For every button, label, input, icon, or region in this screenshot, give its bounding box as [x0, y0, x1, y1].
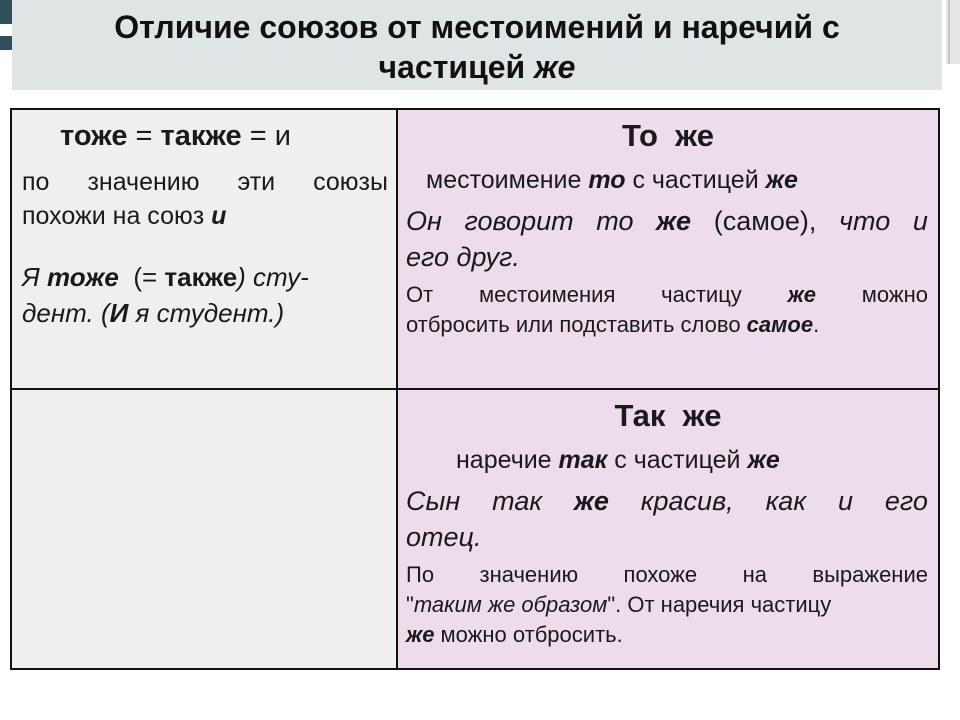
title-line-2	[12, 47, 942, 87]
tak-zhe-desc	[456, 446, 780, 475]
emphasis-takzhe: также	[164, 262, 238, 292]
word: частицу	[661, 282, 742, 307]
emphasis-zhe: же	[787, 282, 816, 307]
tak-zhe-example-line-1	[406, 486, 928, 517]
text: дент. (	[22, 298, 110, 328]
right-decoration	[946, 0, 960, 64]
title-line-2-emphasis: же	[534, 49, 576, 85]
left-accent-bar-bottom	[0, 36, 12, 50]
emphasis-samoe: самое	[746, 312, 814, 337]
cell-to-zhe	[398, 110, 938, 390]
text: можно отбросить.	[434, 622, 623, 647]
to-zhe-note-line-2	[406, 312, 819, 338]
emphasis-zhe: же	[573, 486, 609, 516]
tak-zhe-heading: Так же	[614, 398, 722, 433]
word: как	[765, 486, 807, 516]
cell-tak-zhe	[398, 390, 938, 668]
to-zhe-example-line-1	[406, 206, 928, 237]
word: его	[884, 486, 928, 516]
comparison-table	[10, 108, 940, 670]
word: значению	[479, 562, 579, 587]
word: Он	[406, 206, 442, 236]
emphasis-zhe: же	[747, 446, 780, 474]
text: местоимение	[426, 166, 589, 194]
text: с частицей	[607, 446, 748, 474]
text: (=	[118, 262, 165, 292]
word: (самое),	[713, 206, 817, 236]
tozhe-desc-line-2	[22, 202, 226, 231]
title-line-1: Отличие союзов от местоимений и наречий с	[114, 9, 840, 45]
italic-phrase: таким же образом	[413, 592, 608, 617]
tozhe-word: тоже	[60, 120, 128, 152]
word: От	[406, 282, 434, 307]
emphasis-zhe: же	[406, 622, 435, 647]
word: По	[406, 562, 435, 587]
word: так	[492, 486, 543, 516]
left-accent-bar-top	[0, 0, 12, 24]
tozhe-eq-1: =	[127, 120, 161, 152]
word: похоже	[623, 562, 698, 587]
word: местоимения	[478, 282, 616, 307]
emphasis-zhe: же	[765, 166, 798, 194]
tozhe-example-line-2	[22, 298, 284, 329]
word: и	[912, 206, 928, 236]
word: что	[839, 206, 891, 236]
emphasis-zhe: же	[656, 206, 692, 236]
to-zhe-heading: То же	[622, 118, 714, 153]
text: похожи на союз	[22, 202, 212, 230]
emphasis-i: И	[109, 298, 129, 328]
word: выражение	[812, 562, 928, 587]
tozhe-desc-line-1	[22, 168, 388, 197]
tozhe-example-line-1	[22, 262, 309, 293]
tak-zhe-note-line-3	[406, 622, 623, 648]
word: говорит	[464, 206, 574, 236]
cell-empty	[12, 390, 398, 668]
tozhe-heading	[60, 120, 291, 153]
word: союзы	[313, 168, 388, 196]
takzhe-word: также	[160, 120, 242, 152]
emphasis-tozhe: тоже	[46, 262, 119, 292]
text: .	[813, 312, 820, 337]
emphasis-tak: так	[558, 446, 608, 474]
text: Я	[22, 262, 47, 292]
emphasis-to: то	[588, 166, 626, 194]
text: "	[406, 592, 414, 617]
text: я студент.)	[128, 298, 285, 328]
tak-zhe-note-line-1	[406, 562, 928, 588]
text: наречие	[456, 446, 559, 474]
tak-zhe-example-line-2: отец.	[406, 522, 482, 552]
word: эти	[237, 168, 276, 196]
title-line-2-text: частицей	[378, 49, 535, 85]
text: ". От наречия частицу	[607, 592, 832, 617]
to-zhe-example-line-2: его друг.	[406, 242, 520, 272]
to-zhe-desc	[426, 166, 798, 195]
text: отбросить или подставить слово	[406, 312, 747, 337]
emphasis-i: и	[211, 202, 227, 230]
word: то	[596, 206, 634, 236]
to-zhe-note-line-1	[406, 282, 928, 308]
tozhe-eq-2: = и	[241, 120, 291, 152]
tak-zhe-note-line-2	[406, 592, 831, 618]
text: с частицей	[625, 166, 766, 194]
word: на	[742, 562, 767, 587]
word: красив,	[640, 486, 734, 516]
word: можно	[861, 282, 928, 307]
slide-title	[12, 0, 942, 90]
cell-tozhe	[12, 110, 398, 390]
word: и	[837, 486, 853, 516]
word: значению	[87, 168, 200, 196]
word: Сын	[406, 486, 461, 516]
text: ) сту-	[237, 262, 309, 292]
word: по	[22, 168, 50, 196]
